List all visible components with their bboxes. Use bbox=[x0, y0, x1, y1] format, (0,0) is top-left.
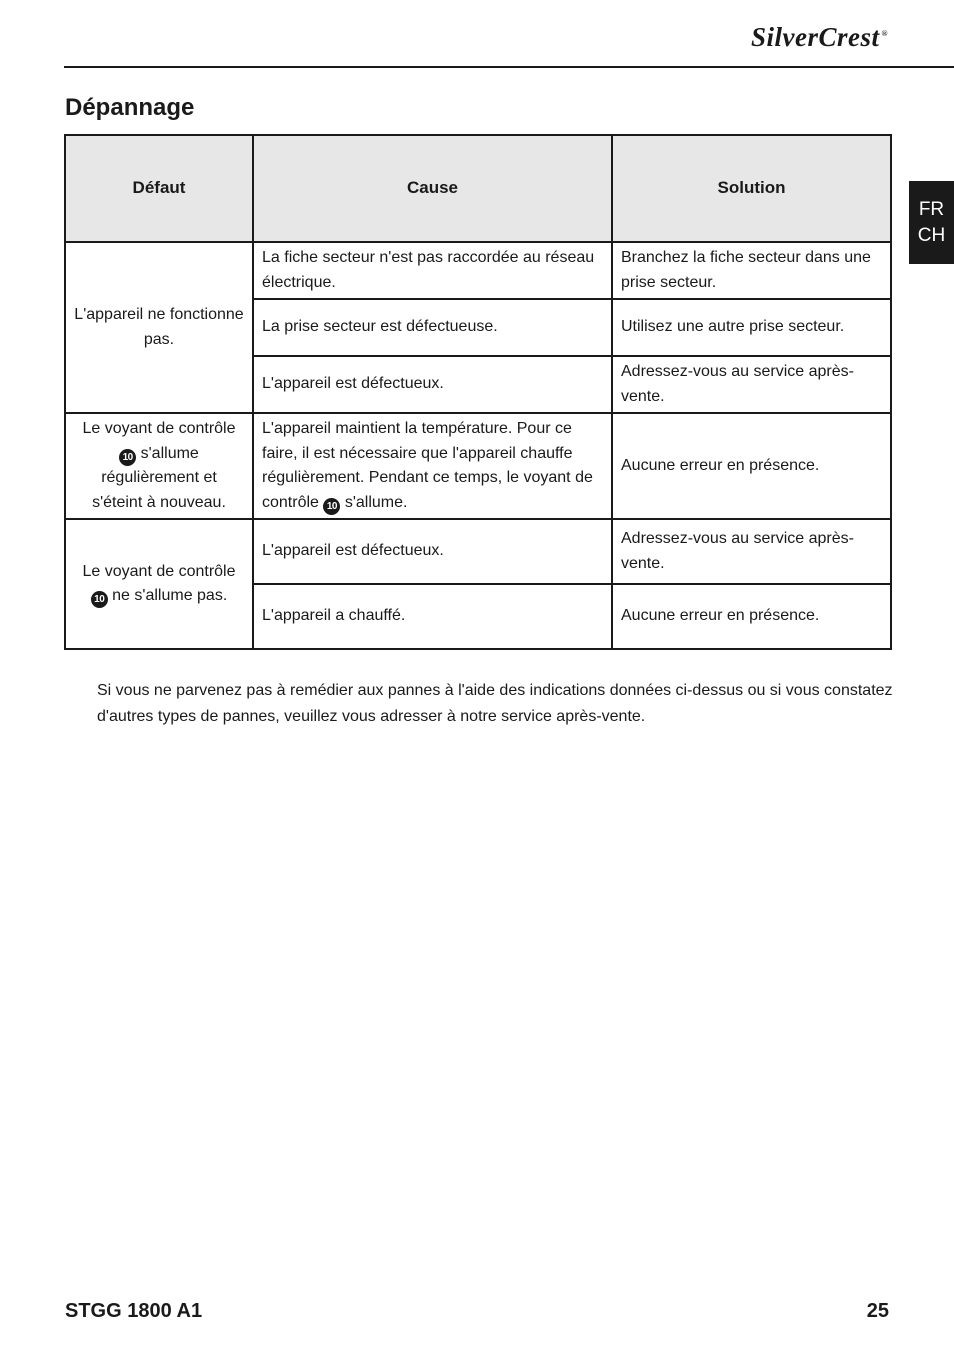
cause-text-before: L'appareil maintient la température. Pour ce faire, il est nécessaire que l'appareil chauffe régulièrement. Pendant ce temps, le voyant de contrôle bbox=[262, 420, 593, 511]
table-header-row bbox=[65, 135, 891, 242]
fault-cell bbox=[65, 519, 253, 649]
brand-name: SilverCrest bbox=[751, 22, 880, 52]
indicator-number-badge: 10 bbox=[323, 498, 340, 515]
table-row bbox=[65, 242, 891, 299]
language-tab bbox=[909, 181, 954, 264]
brand-logo bbox=[751, 22, 888, 53]
header-fault: Défaut bbox=[65, 135, 253, 242]
table-row bbox=[65, 519, 891, 584]
language-tab-line-2: CH bbox=[917, 225, 946, 246]
fault-text-before: Le voyant de contrôle bbox=[82, 562, 236, 580]
troubleshooting-table bbox=[64, 134, 892, 650]
footer-page-number: 25 bbox=[866, 1300, 889, 1322]
cause-cell: L'appareil est défectueux. bbox=[253, 519, 612, 584]
fault-text-before: Le voyant de contrôle bbox=[82, 420, 236, 437]
header-cause: Cause bbox=[253, 135, 612, 242]
language-tab-line-1: FR bbox=[918, 199, 945, 220]
cause-cell: La prise secteur est défectueuse. bbox=[253, 299, 612, 356]
indicator-number-badge: 10 bbox=[91, 591, 108, 608]
fault-cell bbox=[65, 413, 253, 519]
table-row bbox=[65, 413, 891, 519]
header-solution: Solution bbox=[612, 135, 891, 242]
footnote-paragraph: Si vous ne parvenez pas à remédier aux pannes à l'aide des indications données ci-dessus ou si vous constatez d'autres types de pannes, veuillez vous adresser à notre service après-vente. bbox=[97, 682, 893, 725]
footer-model-number: STGG 1800 A1 bbox=[65, 1300, 203, 1322]
solution-cell: Utilisez une autre prise secteur. bbox=[612, 299, 891, 356]
cause-cell: La fiche secteur n'est pas raccordée au réseau électrique. bbox=[253, 242, 612, 299]
header-divider bbox=[64, 66, 954, 68]
registered-mark: ® bbox=[881, 29, 888, 38]
fault-text-after: ne s'allume pas. bbox=[112, 587, 228, 604]
solution-cell: Aucune erreur en présence. bbox=[612, 413, 891, 519]
indicator-number-badge: 10 bbox=[119, 449, 136, 466]
solution-cell: Branchez la fiche secteur dans une prise secteur. bbox=[612, 242, 891, 299]
cause-cell: L'appareil est défectueux. bbox=[253, 356, 612, 413]
fault-text-after: s'allume régulièrement et s'éteint à nouveau. bbox=[92, 444, 226, 511]
solution-cell: Adressez-vous au service après-vente. bbox=[612, 356, 891, 413]
cause-cell bbox=[253, 413, 612, 519]
solution-cell: Aucune erreur en présence. bbox=[612, 584, 891, 649]
fault-cell: L'appareil ne fonctionne pas. bbox=[65, 242, 253, 413]
cause-cell: L'appareil a chauffé. bbox=[253, 584, 612, 649]
solution-cell: Adressez-vous au service après-vente. bbox=[612, 519, 891, 584]
section-title: Dépannage bbox=[65, 94, 195, 121]
cause-text-after: s'allume. bbox=[344, 493, 408, 511]
